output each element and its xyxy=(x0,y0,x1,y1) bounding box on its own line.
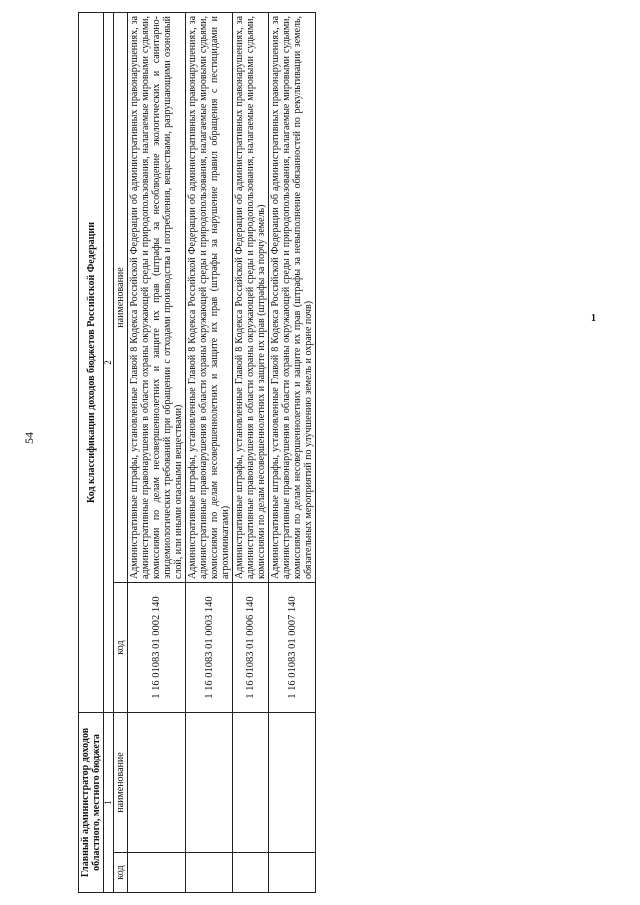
page-number: 54 xyxy=(22,432,36,444)
admin-code-cell xyxy=(233,853,269,893)
column-number-2: 2 xyxy=(104,12,114,712)
table-row xyxy=(233,12,269,892)
subheader-row xyxy=(114,12,128,892)
rotated-table-container xyxy=(78,13,513,893)
subheader-numbers-row xyxy=(104,12,114,892)
header-classification: Код классификации доходов бюджетов Российской Федерации xyxy=(79,12,104,712)
income-name-cell: Административные штрафы, установленные Главой 8 Кодекса Российской Федерации об административных правонарушениях, за административные правонарушения в области охраны окружающей среды и природопользования, налагаемые мировыми судьями, комиссиями по делам несовершеннолетних и защите их прав (штрафы за нарушение правил обращения с пестицидами и агрохимикатами) xyxy=(186,12,233,582)
column-number-1: 1 xyxy=(104,713,114,893)
table-row xyxy=(269,12,316,892)
admin-name-cell xyxy=(128,713,186,853)
header-row xyxy=(79,12,104,892)
admin-name-cell xyxy=(269,713,316,853)
subheader-kod-left: код xyxy=(114,853,128,893)
table-row xyxy=(128,12,186,892)
subheader-kod-right: код xyxy=(114,583,128,713)
table-row xyxy=(186,12,233,892)
income-name-cell: Административные штрафы, установленные Главой 8 Кодекса Российской Федерации об административных правонарушениях, за административные правонарушения в области охраны окружающей среды и природопользования, налагаемые мировыми судьями, комиссиями по делам несовершеннолетних и защите их прав (штрафы за несоблюдение экологических и санитарно-эпидемиологических требований при обращении с отходами производства и потребления, веществами, разрушающими озоновый слой, или иными опасными веществами) xyxy=(128,12,186,582)
income-code-cell: 1 16 01083 01 0002 140 xyxy=(128,583,186,713)
subheader-naim-right: наименование xyxy=(114,12,128,582)
income-name-cell: Административные штрафы, установленные Главой 8 Кодекса Российской Федерации об административных правонарушениях, за административные правонарушения в области охраны окружающей среды и природопользования, налагаемые мировыми судьями, комиссиями по делам несовершеннолетних и защите их прав (штрафы за порчу земель) xyxy=(233,12,269,582)
income-code-cell: 1 16 01083 01 0003 140 xyxy=(186,583,233,713)
income-code-cell: 1 16 01083 01 0007 140 xyxy=(269,583,316,713)
header-administrator: Главный администратор доходов областного, местного бюджета xyxy=(79,713,104,893)
admin-name-cell xyxy=(233,713,269,853)
admin-code-cell xyxy=(269,853,316,893)
income-name-cell: Административные штрафы, установленные Главой 8 Кодекса Российской Федерации об административных правонарушениях, за административные правонарушения в области охраны окружающей среды и природопользования, налагаемые мировыми судьями, комиссиями по делам несовершеннолетних и защите их прав (штрафы за невыполнение обязанностей по рекультивации земель, обязательных мероприятий по улучшению земель и охране почв) xyxy=(269,12,316,582)
admin-code-cell xyxy=(186,853,233,893)
budget-classification-table xyxy=(78,12,316,893)
admin-code-cell xyxy=(128,853,186,893)
stray-mark: 1 xyxy=(591,313,596,324)
income-code-cell: 1 16 01083 01 0006 140 xyxy=(233,583,269,713)
subheader-naim-left: наименование xyxy=(114,713,128,853)
admin-name-cell xyxy=(186,713,233,853)
